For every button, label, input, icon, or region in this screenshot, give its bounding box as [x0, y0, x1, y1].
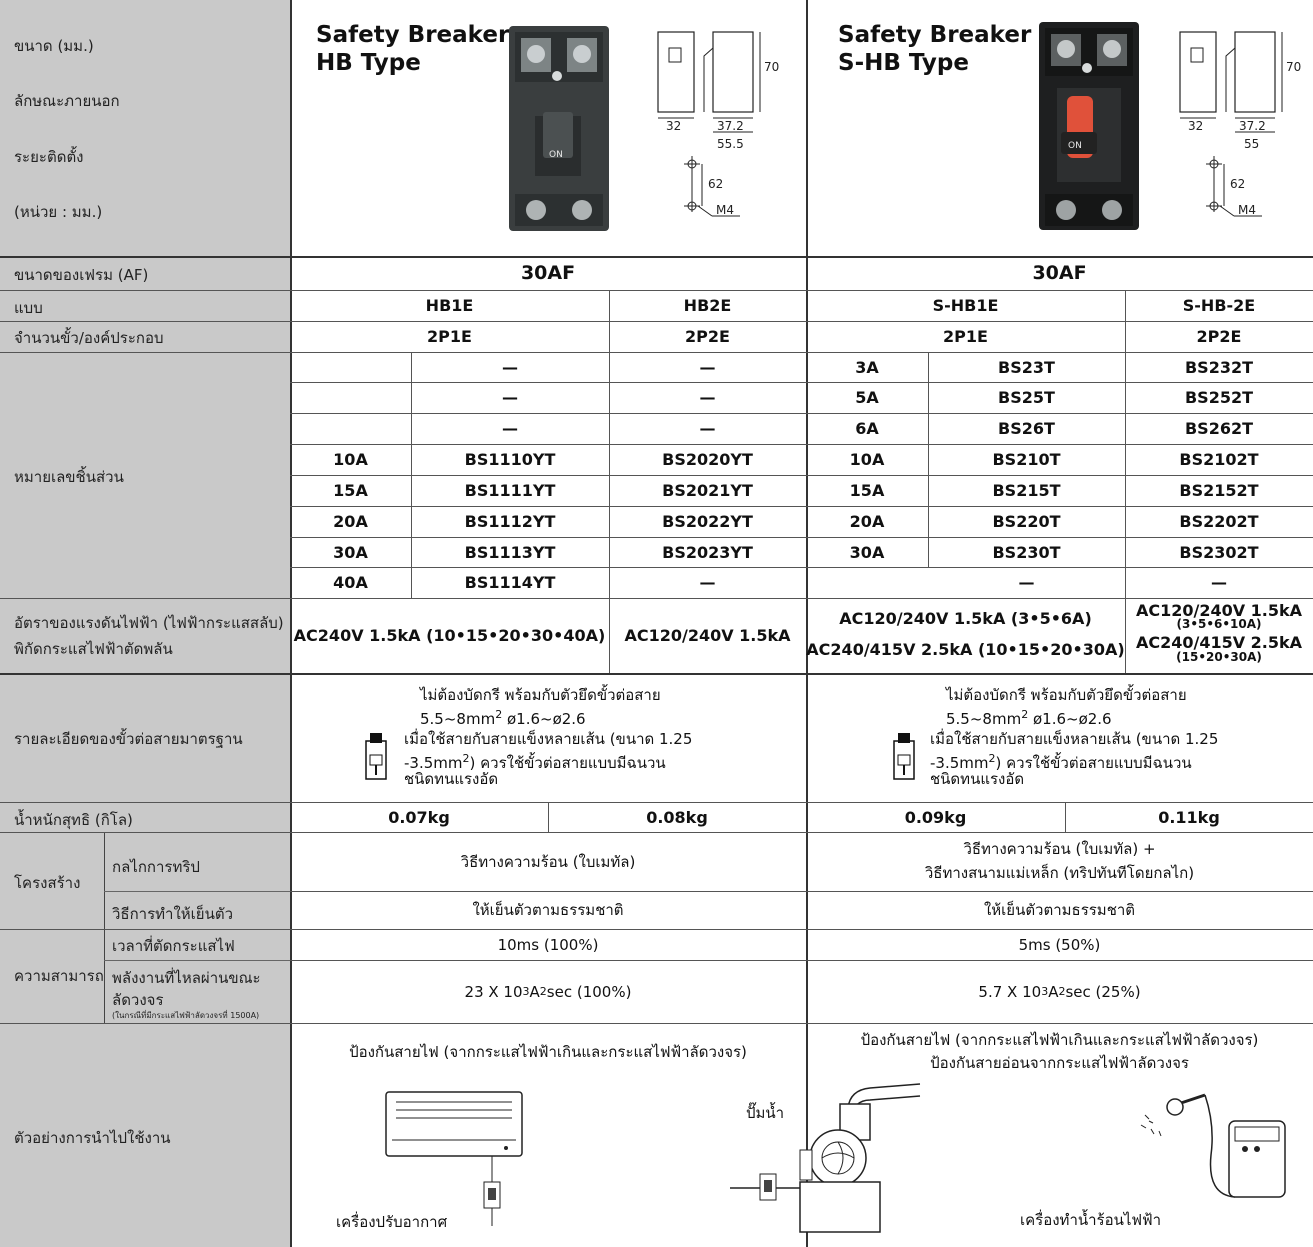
spec-sheet: ขนาด (มม.) ลักษณะภายนอก ระยะติดตั้ง (หน่วย : มม.) ขนาดของเฟรม (AF) แบบ จำนวนขั้ว/องค์ประกอบ หมายเลขชิ้นส่วน อัตราของแรงดันไฟฟ้า (ไฟฟ้ากระแสสลับ) พิกัดกระแสไฟฟ้าตัดพลัน รายละเอียดของขั้วต่อสายมาตรฐาน น้ำหนักสุทธิ (กิโล) โครงสร้าง กลไกการทริป วิธีการทำให้เย็นตัว ความสามารถ เวลาที่ตัดกระแสไฟ พลังงานที่ไหลผ่านขณะ ลัดวงจร (ในกรณีที่มีกระแสไฟฟ้าลัดวงจรที่ 1500A) ตัวอย่างการนำไปใช้งาน Safety Breaker HB Type ON 70 32 37.2 55.5 62 M4 Safety Breaker S-HB Type ON 70 32 37.2 55 62 M4 30AF 30AF HB1E HB2E S-HB1E S-HB-2E 2P1E 2P2E 2P1E 2P2E — — — — — — 10A BS1110YT BS2020YT 15A BS1111YT BS2021YT 20A BS1112YT BS2022YT 30A BS1113YT BS2023YT 40A BS1114YT — 3A BS23T BS232T 5A BS25T BS252T 6A BS26T BS262T 10A BS210T BS2102T 15A BS215T BS2152T 20A BS220T BS2202T 30A BS230T BS2302T — — AC240V 1.5kA (10•15•20•30•40A) AC120/240V 1.5kA AC120/240V 1.5kA (3•5•6A) AC240/415V 2.5kA (10•15•20•30A) AC120/240V 1.5kA (3•5•6•10A) AC240/415V 2.5kA (15•20•30A) ไม่ต้องบัดกรี พร้อมกับตัวยึดขั้วต่อสาย $5.5\sim 8mm^2$ ø1.6~ø2.6 เมื่อใช้สายกับสายแข็งหลายเส้น (ขนาด 1.25 $-3.5mm^2$) ควรใช้ขั้วต่อสายแบบมีฉนวน ชนิดทนแรงอัด ไม่ต้องบัดกรี พร้อมกับตัวยึดขั้วต่อสาย $5.5\sim 8mm^2$ ø1.6~ø2.6 เมื่อใช้สายกับสายแข็งหลายเส้น (ขนาด 1.25 $-3.5mm^2$) ควรใช้ขั้วต่อสายแบบมีฉนวน ชนิดทนแรงอัด 0.07kg 0.08kg 0.09kg 0.11kg วิธีทางความร้อน (ใบเมทัล) วิธีทางความร้อน (ใบเมทัล) + วิธีทางสนามแม่เหล็ก (ทริปทันทีโดยกลไก) ให้เย็นตัวตามธรรมชาติ ให้เย็นตัวตามธรรมชาติ 10ms (100%) 5ms (50%) 23 X 10 3 A 2 sec (100%) 5.7 X 10 3 A 2 sec (25%) ป้องกันสายไฟ (จากกระแสไฟฟ้าเกินและกระแสไฟฟ้าลัดวงจร) ป้องกันสายไฟ (จากกระแสไฟฟ้าเกินและกระแสไฟฟ้าลัดวงจร) ป้องกันสายอ่อนจากกระแสไฟฟ้าลัดวงจร เครื่องปรับอากาศ ปั๊มน้ำ เครื่องทำน้ำร้อนไฟฟ้า: [0, 0, 1313, 1247]
shb-part-number-1: —: [1018, 573, 1035, 592]
label-poles: จำนวนขั้ว/องค์ประกอบ: [14, 329, 164, 347]
shb-part-number-1: BS26T: [998, 419, 1055, 438]
shb-frame: 30AF: [1032, 262, 1087, 284]
hb-part-amp: [290, 413, 411, 444]
water-heater-icon: [1135, 1085, 1295, 1215]
label-trip: กลไกการทริป: [112, 858, 200, 876]
label-appearance: ลักษณะภายนอก: [14, 92, 120, 110]
shb-part-number-2: BS2302T: [1179, 543, 1259, 562]
hb-rated-b: AC120/240V 1.5kA: [624, 626, 791, 645]
shb-part-number-1: BS23T: [998, 358, 1055, 377]
label-unit: (หน่วย : มม.): [14, 203, 103, 221]
hb-poles-1: 2P1E: [427, 327, 472, 346]
hb-part-amp: 30A: [333, 543, 368, 562]
svg-text:M4: M4: [1238, 203, 1256, 217]
shb-part-number-2: BS2202T: [1179, 512, 1259, 531]
svg-text:M4: M4: [716, 203, 734, 217]
svg-text:55.5: 55.5: [717, 137, 744, 151]
shb-part-number-2: BS262T: [1184, 419, 1254, 438]
hb-trip: วิธีทางความร้อน (ใบเมทัล): [460, 852, 636, 871]
svg-text:37.2: 37.2: [1239, 119, 1266, 133]
label-mounting: ระยะติดตั้ง: [14, 148, 84, 166]
hb-part-amp: 20A: [333, 512, 368, 531]
hb-rated-a: AC240V 1.5kA (10•15•20•30•40A): [293, 626, 606, 645]
hb-type-1: HB1E: [425, 296, 474, 315]
hb-poles-2: 2P2E: [685, 327, 730, 346]
shb-part-number-1: BS25T: [998, 388, 1055, 407]
label-structure: โครงสร้าง: [14, 874, 81, 892]
shb-part-number-2: —: [1211, 573, 1227, 592]
shb-energy: 5.7 X 10 3 A 2 sec (25%): [978, 982, 1141, 1001]
shb-part-amp: 20A: [849, 512, 885, 531]
hb-part-number-2: —: [699, 573, 716, 592]
hb-terminal-icon: [362, 733, 390, 783]
shb-rated-b2: (3•5•6•10A): [1176, 617, 1262, 631]
air-conditioner-icon: [380, 1088, 530, 1228]
shb-part-amp: 30A: [849, 543, 885, 562]
hb-break-time: 10ms (100%): [497, 935, 599, 954]
hb-weight-a: 0.07kg: [388, 807, 450, 827]
hb-part-number-1: BS1110YT: [464, 450, 556, 469]
svg-text:70: 70: [1286, 60, 1302, 74]
shb-rated-b3: AC240/415V 2.5kA: [1135, 632, 1303, 652]
hb-part-amp: [290, 352, 411, 383]
label-weight: น้ำหนักสุทธิ (กิโล): [14, 811, 133, 829]
shb-rated-b1: AC120/240V 1.5kA: [1135, 600, 1303, 620]
shb-part-amp: [806, 567, 928, 598]
shb-part-amp: 15A: [849, 481, 885, 500]
hb-usage-text: ป้องกันสายไฟ (จากกระแสไฟฟ้าเกินและกระแสไฟฟ้าลัดวงจร): [349, 1043, 747, 1061]
hb-part-number-1: —: [502, 388, 518, 407]
label-type: แบบ: [14, 299, 43, 317]
hb-part-amp: 15A: [333, 481, 368, 500]
label-rated-1: อัตราของแรงดันไฟฟ้า (ไฟฟ้ากระแสสลับ): [14, 614, 284, 632]
hb-energy: 23 X 10 3 A 2 sec (100%): [464, 982, 632, 1001]
shb-terminal-icon: [890, 733, 918, 783]
hb-part-number-1: —: [502, 358, 518, 377]
hb-part-number-2: —: [699, 358, 716, 377]
shb-part-number-1: BS230T: [992, 543, 1061, 562]
shb-part-number-2: BS232T: [1184, 358, 1254, 377]
label-energy-2: ลัดวงจร: [112, 991, 164, 1009]
pump-label: ปั๊มน้ำ: [746, 1104, 785, 1122]
shb-part-number-2: BS2102T: [1179, 450, 1259, 469]
water-heater-label: เครื่องทำน้ำร้อนไฟฟ้า: [1020, 1211, 1162, 1229]
shb-trip-2: วิธีทางสนามแม่เหล็ก (ทริปทันทีโดยกลไก): [924, 864, 1195, 882]
hb-part-number-2: BS2020YT: [662, 450, 753, 469]
hb-part-number-2: —: [699, 388, 716, 407]
water-pump-icon: [730, 1078, 930, 1238]
hb-frame: 30AF: [520, 262, 576, 284]
label-rated-2: พิกัดกระแสไฟฟ้าตัดพลัน: [14, 640, 173, 658]
hb-title: Safety Breaker HB Type: [316, 22, 510, 76]
hb-type-2: HB2E: [683, 296, 732, 315]
label-size: ขนาด (มม.): [14, 37, 94, 55]
shb-type-2: S-HB-2E: [1182, 296, 1256, 315]
shb-usage-text-2: ป้องกันสายอ่อนจากกระแสไฟฟ้าลัดวงจร: [930, 1054, 1189, 1072]
hb-part-number-1: BS1111YT: [464, 481, 556, 500]
shb-poles-1: 2P1E: [943, 327, 988, 346]
hb-part-amp: [290, 382, 411, 413]
label-capability: ความสามารถ: [14, 967, 104, 985]
shb-trip-1: วิธีทางความร้อน (ใบเมทัล) +: [963, 840, 1156, 858]
hb-cooling: ให้เย็นตัวตามธรรมชาติ: [472, 901, 624, 919]
svg-text:55: 55: [1244, 137, 1260, 151]
hb-part-amp: 40A: [333, 573, 368, 592]
hb-part-number-1: BS1112YT: [464, 512, 556, 531]
svg-text:37.2: 37.2: [717, 119, 744, 133]
shb-part-amp: 5A: [855, 388, 879, 407]
shb-dimension-drawing: [1172, 26, 1312, 226]
shb-break-time: 5ms (50%): [1018, 935, 1101, 954]
shb-part-number-1: BS215T: [992, 481, 1061, 500]
shb-breaker-image: [1035, 22, 1143, 232]
shb-poles-2: 2P2E: [1196, 327, 1242, 346]
shb-part-amp: 10A: [849, 450, 885, 469]
label-part-no: หมายเลขชิ้นส่วน: [14, 468, 124, 486]
hb-part-number-2: BS2023YT: [662, 543, 753, 562]
shb-type-1: S-HB1E: [932, 296, 999, 315]
label-energy-note: (ในกรณีที่มีกระแสไฟฟ้าลัดวงจรที่ 1500A): [112, 1011, 260, 1020]
svg-text:62: 62: [708, 177, 724, 191]
shb-usage-text-1: ป้องกันสายไฟ (จากกระแสไฟฟ้าเกินและกระแสไฟฟ้าลัดวงจร): [860, 1031, 1259, 1049]
shb-part-number-2: BS2152T: [1179, 481, 1259, 500]
air-conditioner-label: เครื่องปรับอากาศ: [336, 1213, 448, 1231]
svg-text:62: 62: [1230, 177, 1246, 191]
shb-weight-b: 0.11kg: [1158, 807, 1220, 827]
shb-rated-a1: AC120/240V 1.5kA (3•5•6A): [839, 608, 1092, 628]
shb-part-number-1: BS220T: [992, 512, 1061, 531]
svg-text:ON: ON: [549, 150, 563, 160]
shb-title: Safety Breaker S-HB Type: [838, 22, 1032, 76]
hb-part-number-2: BS2021YT: [662, 481, 753, 500]
shb-part-number-2: BS252T: [1184, 388, 1254, 407]
hb-part-number-1: BS1114YT: [464, 573, 556, 592]
shb-rated-b4: (15•20•30A): [1176, 650, 1262, 664]
svg-text:32: 32: [1188, 119, 1204, 133]
hb-part-number-1: BS1113YT: [464, 543, 556, 562]
label-cooling: วิธีการทำให้เย็นตัว: [112, 905, 233, 923]
label-break-time: เวลาที่ตัดกระแสไฟ: [112, 937, 235, 955]
hb-part-amp: 10A: [333, 450, 368, 469]
hb-weight-b: 0.08kg: [646, 807, 708, 827]
label-frame: ขนาดของเฟรม (AF): [14, 266, 149, 284]
hb-part-number-2: —: [699, 419, 716, 438]
shb-part-amp: 6A: [855, 419, 879, 438]
shb-part-amp: 3A: [855, 358, 879, 377]
hb-part-number-1: —: [502, 419, 518, 438]
label-energy-1: พลังงานที่ไหลผ่านขณะ: [112, 969, 261, 987]
shb-cooling: ให้เย็นตัวตามธรรมชาติ: [983, 901, 1136, 919]
hb-breaker-image: [505, 26, 613, 231]
svg-text:70: 70: [764, 60, 780, 74]
label-terminal: รายละเอียดของขั้วต่อสายมาตรฐาน: [14, 730, 243, 748]
hb-dimension-drawing: [650, 26, 790, 226]
hb-part-number-2: BS2022YT: [662, 512, 753, 531]
shb-weight-a: 0.09kg: [904, 807, 967, 827]
svg-text:32: 32: [666, 119, 682, 133]
label-usage: ตัวอย่างการนำไปใช้งาน: [14, 1129, 171, 1147]
shb-part-number-1: BS210T: [992, 450, 1061, 469]
svg-text:ON: ON: [1068, 141, 1082, 151]
shb-rated-a2: AC240/415V 2.5kA (10•15•20•30A): [806, 639, 1125, 659]
